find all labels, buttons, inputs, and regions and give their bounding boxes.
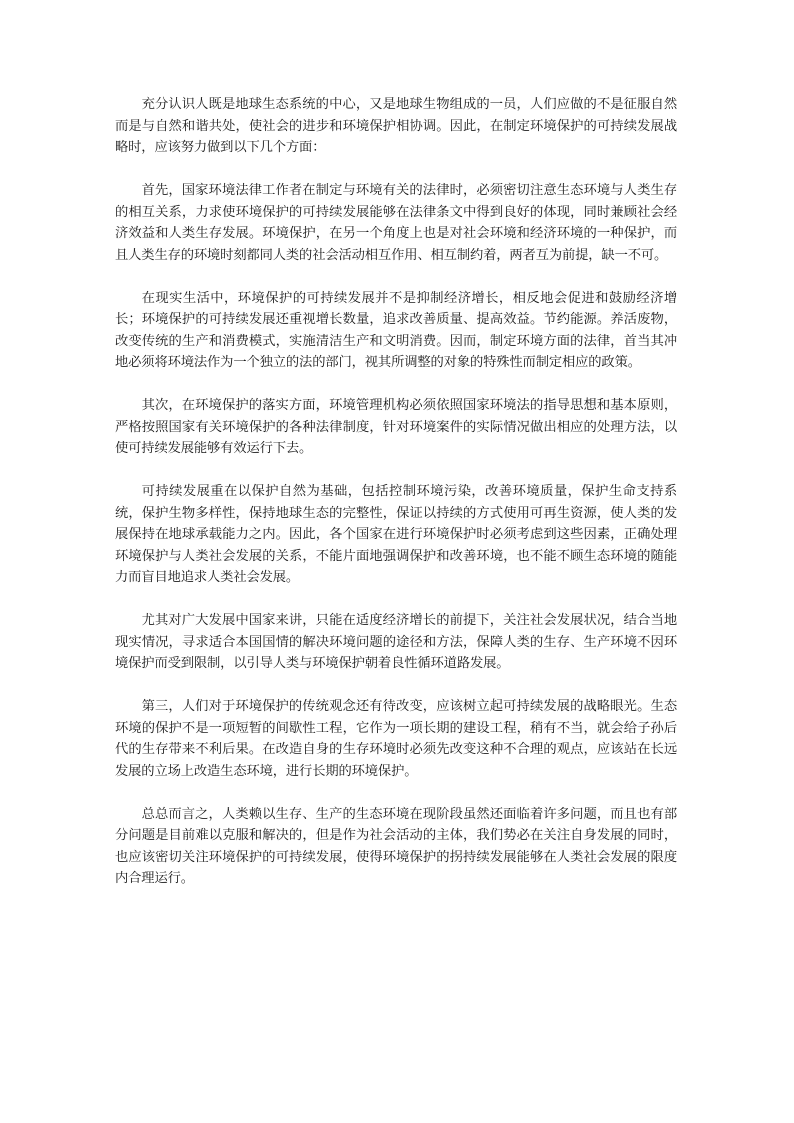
paragraph-1: 充分认识人既是地球生态系统的中心，又是地球生物组成的一员，人们应做的不是征服自然而是与自然和谐共处，使社会的进步和环境保护相协调。因此，在制定环境保护的可持续发展战略时，应该努力做到以下几个方面： [115, 97, 677, 155]
paragraph-2: 首先，国家环境法律工作者在制定与环境有关的法律时，必须密切注意生态环境与人类生存的相互关系，力求使环境保护的可持续发展能够在法律条文中得到良好的体现，同时兼顾社会经济效益和人类生存发展。环境保护，在另一个角度上也是对社会环境和经济环境的一种保护，而且人类生存的环境时刻都同人类的社会活动相互作用、相互制约着，两者互为前提，缺一不可。 [115, 183, 677, 263]
document-page [115, 94, 677, 911]
paragraph-5: 可持续发展重在以保护自然为基础，包括控制环境污染，改善环境质量，保护生命支持系统，保护生物多样性，保持地球生态的完整性，保证以持续的方式使用可再生资源，使人类的发展保持在地球承载能力之内。因此，各个国家在进行环境保护时必须考虑到这些因素，正确处理环境保护与人类社会发展的关系，不能片面地强调保护和改善环境，也不能不顾生态环境的随能力而盲目地追求人类社会发展。 [115, 484, 677, 585]
paragraph-3: 在现实生活中，环境保护的可持续发展并不是抑制经济增长，相反地会促进和鼓励经济增长；环境保护的可持续发展还重视增长数量，追求改善质量、提高效益。节约能源。养活废物，改变传统的生产和消费模式，实施清洁生产和文明消费。因而，制定环境方面的法律，首当其冲地必须将环境法作为一个独立的法的部门，视其所调整的对象的特殊性而制定相应的政策。 [115, 290, 677, 370]
paragraph-6: 尤其对广大发展中国家来讲，只能在适度经济增长的前提下，关注社会发展状况，结合当地现实情况，寻求适合本国国情的解决环境问题的途径和方法，保障人类的生存、生产环境不因环境保护而受到限制，以引导人类与环境保护朝着良性循环道路发展。 [115, 613, 677, 671]
paragraph-7: 第三，人们对于环境保护的传统观念还有待改变，应该树立起可持续发展的战略眼光。生态环境的保护不是一项短暂的间歇性工程，它作为一项长期的建设工程，稍有不当，就会给子孙后代的生存带来不利后果。在改造自身的生存环境时必须先改变这种不合理的观点，应该站在长远发展的立场上改造生态环境，进行长期的环境保护。 [115, 699, 677, 779]
paragraph-4: 其次，在环境保护的落实方面，环境管理机构必须依照国家环境法的指导思想和基本原则，严格按照国家有关环境保护的各种法律制度，针对环境案件的实际情况做出相应的处理方法，以使可持续发展能够有效运行下去。 [115, 398, 677, 456]
paragraph-8: 总总而言之，人类赖以生存、生产的生态环境在现阶段虽然还面临着许多问题，而且也有部分问题是目前难以克服和解决的，但是作为社会活动的主体，我们势必在关注自身发展的同时，也应该密切关注环境保护的可持续发展，使得环境保护的拐持续发展能够在人类社会发展的限度内合理运行。 [115, 806, 677, 886]
